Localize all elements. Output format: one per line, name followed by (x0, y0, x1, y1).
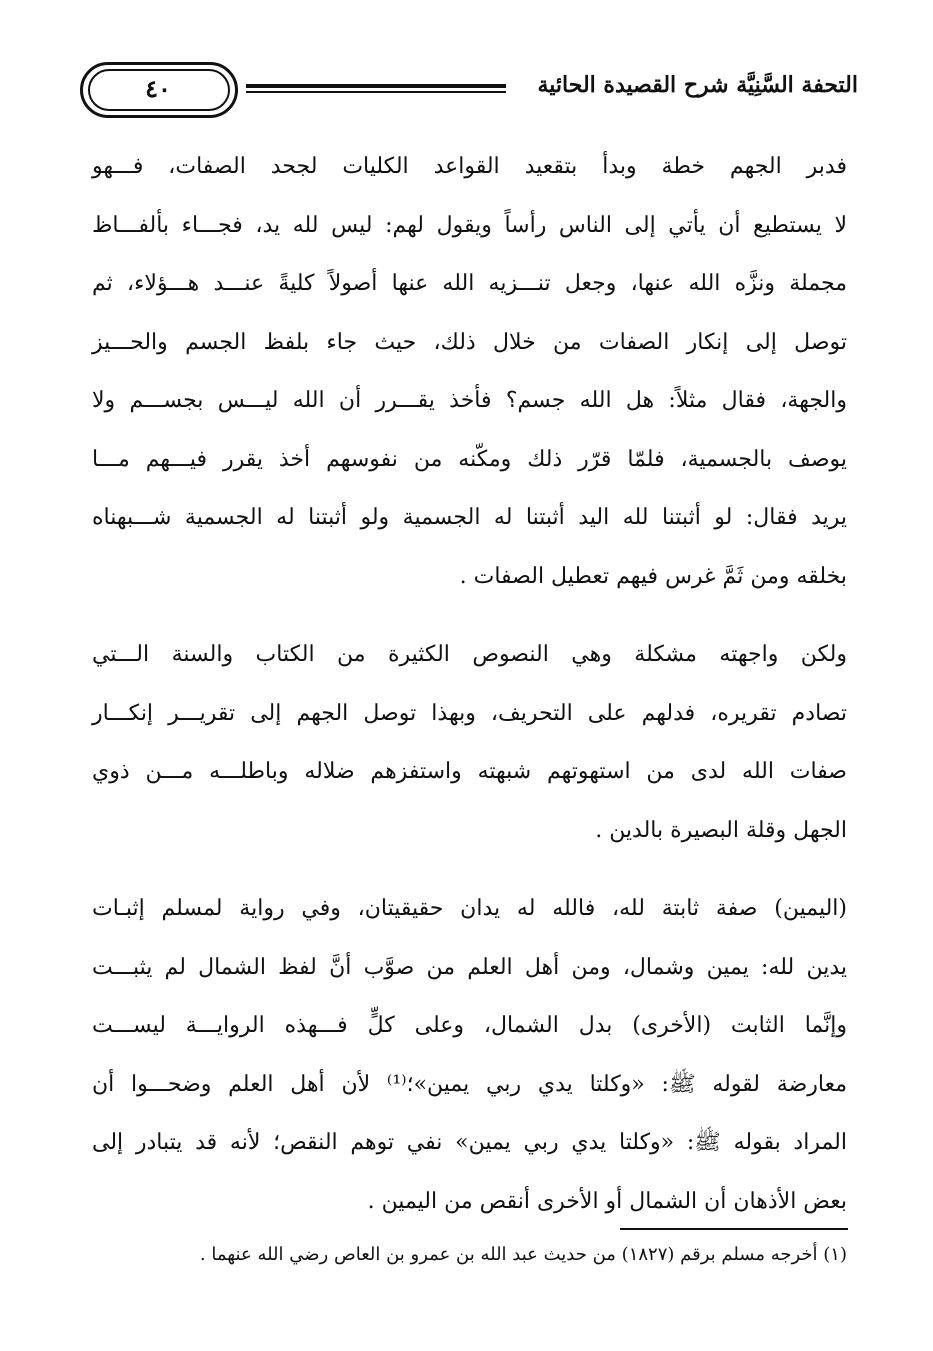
text-line: يدين لله: يمين وشمال، ومن أهل العلم من صوَّب أنَّ لفظ الشمال لم يثبـــت (92, 954, 847, 980)
text-line: يوصف بالجسمية، فلمّا قرّر ذلك ومكّنه من نفوسهم أخذ يقرر فيـــهم مـــا (92, 446, 847, 472)
text-line: الجهل وقلة البصيرة بالدين . (595, 817, 847, 843)
page-header (78, 62, 858, 130)
footnote: (١) أخرجه مسلم برقم (١٨٢٧) من حديث عبد الله بن عمرو بن العاص رضي الله عنهما . (199, 1244, 847, 1265)
text-line: يريد فقال: لو أثبتنا لله اليد أثبتنا له الجسمية ولو أثبتنا له الجسمية شـــبهناه (92, 505, 847, 530)
header-double-rule (246, 84, 506, 96)
running-title: التحفة السَّنِيَّة شرح القصيدة الحائية (537, 72, 858, 98)
text-line: ولكن واجهته مشكلة وهي النصوص الكثيرة من الكتاب والسنة الـــتي (92, 642, 847, 667)
footnote-separator (620, 1228, 848, 1230)
text-line: مجملة ونزَّه الله عنها، وجعل تنـــزيه الله عنها أصولاً كليةً عنـــد هـــؤلاء، ثم (92, 271, 847, 296)
text-line: والجهة، فقال مثلاً: هل الله جسم؟ فأخذ يقـــرر أن الله ليـــس بجســـم ولا (92, 388, 847, 413)
text-line: تصادم تقريره، فدلهم على التحريف، وبهذا توصل الجهم إلى تقريـــر إنكـــار (92, 700, 847, 726)
text-line: لا يستطيع أن يأتي إلى الناس رأساً ويقول لهم: ليس لله يد، فجـــاء بألفـــاظ (92, 212, 847, 238)
paragraph-2 (92, 626, 847, 860)
text-line: صفات الله لدى من استهوتهم شبهته واستفزهم ضلاله وباطلـــه مـــن ذوي (92, 759, 847, 784)
text-line: معارضة لقوله ﷺ: «وكلتا يدي ربي يمين»؛⁽¹⁾ لأن أهل العلم وضحـــوا أن (92, 1071, 847, 1097)
text-line: (اليمين) صفة ثابتة لله، فالله له يدان حقيقيتان، وفي رواية لمسلم إثبـات (92, 896, 847, 921)
text-line: بخلقه ومن ثَمَّ غرس فيهم تعطيل الصفات . (459, 563, 847, 589)
text-line: المراد بقوله ﷺ: «وكلتا يدي ربي يمين» نفي توهم النقص؛ لأنه قد يتبادر إلى (92, 1130, 847, 1155)
body-text (92, 138, 847, 1231)
text-line: فدبر الجهم خطة وبدأ بتقعيد القواعد الكليات لجحد الصفات، فـــهو (92, 154, 847, 179)
paragraph-1 (92, 138, 847, 606)
text-line: وإنَّما الثابت (الأخرى) بدل الشمال، وعلى كلٍّ فـــهذه الروايـــة ليســـت (92, 1013, 847, 1038)
text-line: توصل إلى إنكار الصفات من خلال ذلك، حيث جاء بلفظ الجسم والحـــيز (92, 329, 847, 355)
page-number: ٤٠ (145, 74, 171, 103)
text-line: بعض الأذهان أن الشمال أو الأخرى أنقص من اليمين . (367, 1188, 847, 1214)
paragraph-3 (92, 880, 847, 1231)
page-number-badge (78, 62, 244, 120)
